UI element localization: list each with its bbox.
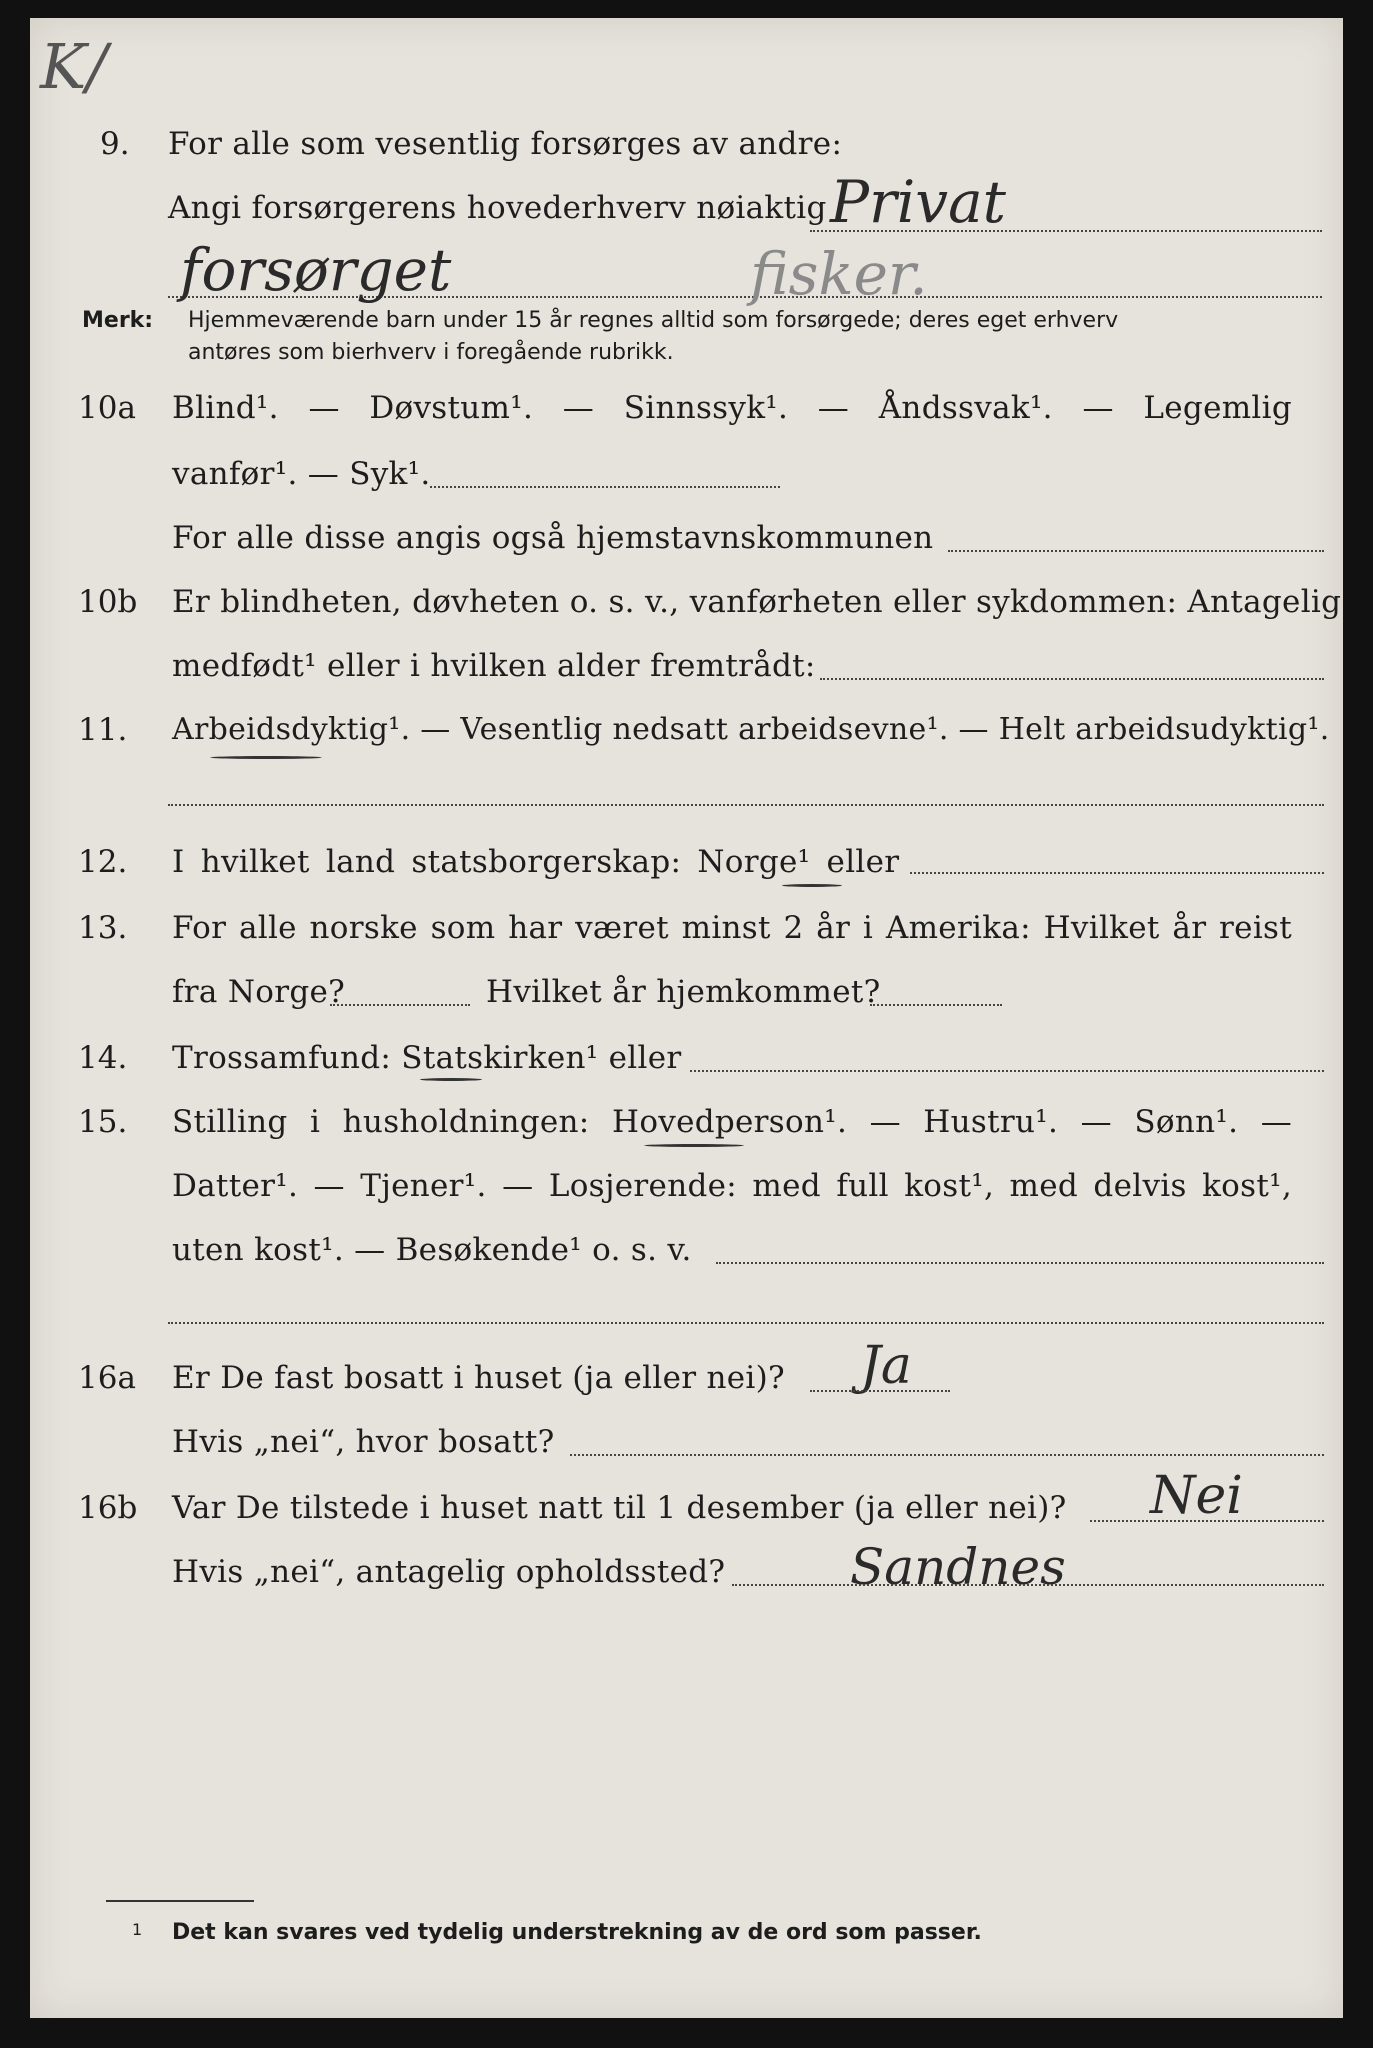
q9-handwritten-answer2: forsørget bbox=[180, 236, 452, 304]
q16a-bosatt-line bbox=[570, 1454, 1324, 1456]
q10a-syk-line bbox=[430, 486, 780, 488]
q16a-handwritten-answer: Ja bbox=[860, 1336, 912, 1396]
q16a-number: 16a bbox=[78, 1360, 136, 1396]
q10b-answer-line bbox=[820, 678, 1324, 680]
q16b-answer-line bbox=[1090, 1520, 1324, 1522]
q15-handwritten-underline bbox=[644, 1144, 744, 1147]
q14-number: 14. bbox=[78, 1040, 128, 1076]
q16a-line1: Er De fast bosatt i huset (ja eller nei)? bbox=[172, 1360, 785, 1396]
q9-number: 9. bbox=[100, 126, 130, 162]
q13-number: 13. bbox=[78, 910, 128, 946]
q16b-line2: Hvis „nei“, antagelig opholdssted? bbox=[172, 1554, 726, 1590]
q16b-line1: Var De tilstede i huset natt til 1 desember (ja eller nei)? bbox=[172, 1490, 1067, 1526]
q13-reist-line bbox=[330, 1004, 470, 1006]
q11-number: 11. bbox=[78, 712, 128, 748]
q15-answer-line1 bbox=[716, 1262, 1324, 1264]
merk-line1: Hjemmeværende barn under 15 år regnes alltid som forsørgede; deres eget erhverv bbox=[188, 308, 1119, 333]
q16b-opholdssted-line bbox=[732, 1584, 1324, 1586]
footnote-rule bbox=[106, 1900, 254, 1902]
q15-line1: Stilling i husholdningen: Hovedperson¹. — Hustru¹. — Sønn¹. — bbox=[172, 1104, 1292, 1140]
q13-line1: For alle norske som har været minst 2 år i Amerika: Hvilket år reist bbox=[172, 910, 1292, 946]
q15-number: 15. bbox=[78, 1104, 128, 1140]
merk-line2: antøres som bierhverv i foregående rubrikk. bbox=[188, 340, 674, 365]
q12-answer-line bbox=[910, 872, 1324, 874]
q16b-number: 16b bbox=[78, 1490, 138, 1526]
q9-handwritten-answer1: Privat bbox=[830, 168, 1006, 236]
q10a-number: 10a bbox=[78, 390, 136, 426]
q14-line1: Trossamfund: Statskirken¹ eller bbox=[172, 1040, 682, 1076]
q16b-handwritten-answer1: Nei bbox=[1150, 1466, 1243, 1526]
footnote-text: Det kan svares ved tydelig understrekning av de ord som passer. bbox=[172, 1920, 982, 1945]
q12-number: 12. bbox=[78, 844, 128, 880]
q10a-line3: For alle disse angis også hjemstavnskommunen bbox=[172, 520, 934, 556]
q10b-line1: Er blindheten, døvheten o. s. v., vanførheten eller sykdommen: Antagelig bbox=[172, 584, 1342, 620]
q14-answer-line bbox=[690, 1070, 1324, 1072]
q9-line1: For alle som vesentlig forsørges av andre: bbox=[168, 126, 843, 162]
q10b-line2: medfødt¹ eller i hvilken alder fremtrådt: bbox=[172, 648, 816, 684]
q13-line2a: fra Norge? bbox=[172, 974, 346, 1010]
q11-handwritten-underline bbox=[210, 756, 322, 759]
census-form-page bbox=[30, 18, 1343, 2018]
merk-label: Merk: bbox=[82, 308, 154, 333]
q15-line3: uten kost¹. — Besøkende¹ o. s. v. bbox=[172, 1232, 692, 1268]
q12-line1: I hvilket land statsborgerskap: Norge¹ eller bbox=[172, 844, 900, 880]
footnote-marker: 1 bbox=[132, 1920, 143, 1939]
corner-handwritten-mark: K/ bbox=[40, 30, 108, 103]
q13-hjemkommet-line bbox=[870, 1004, 1002, 1006]
q16a-line2: Hvis „nei“, hvor bosatt? bbox=[172, 1424, 555, 1460]
q9-line2: Angi forsørgerens hovederhverv nøiaktig bbox=[168, 190, 827, 226]
q13-line2b: Hvilket år hjemkommet? bbox=[486, 974, 881, 1010]
q10a-line2: vanfør¹. — Syk¹. bbox=[172, 456, 431, 492]
q14-handwritten-underline bbox=[420, 1078, 482, 1081]
q15-answer-line2 bbox=[168, 1322, 1324, 1324]
q10a-hjemstavn-line bbox=[948, 550, 1324, 552]
q15-line2: Datter¹. — Tjener¹. — Losjerende: med full kost¹, med delvis kost¹, bbox=[172, 1168, 1292, 1204]
q10b-number: 10b bbox=[78, 584, 138, 620]
q11-line1: Arbeidsdyktig¹. — Vesentlig nedsatt arbeidsevne¹. — Helt arbeidsudyktig¹. bbox=[172, 712, 1330, 747]
q11-answer-line bbox=[168, 804, 1324, 806]
q9-handwritten-answer3: fisker. bbox=[750, 240, 928, 308]
q16b-handwritten-answer2: Sandnes bbox=[850, 1538, 1066, 1596]
q12-handwritten-underline bbox=[782, 884, 842, 887]
q16a-answer-line bbox=[810, 1390, 950, 1392]
q10a-line1: Blind¹. — Døvstum¹. — Sinnssyk¹. — Åndssvak¹. — Legemlig bbox=[172, 390, 1292, 426]
